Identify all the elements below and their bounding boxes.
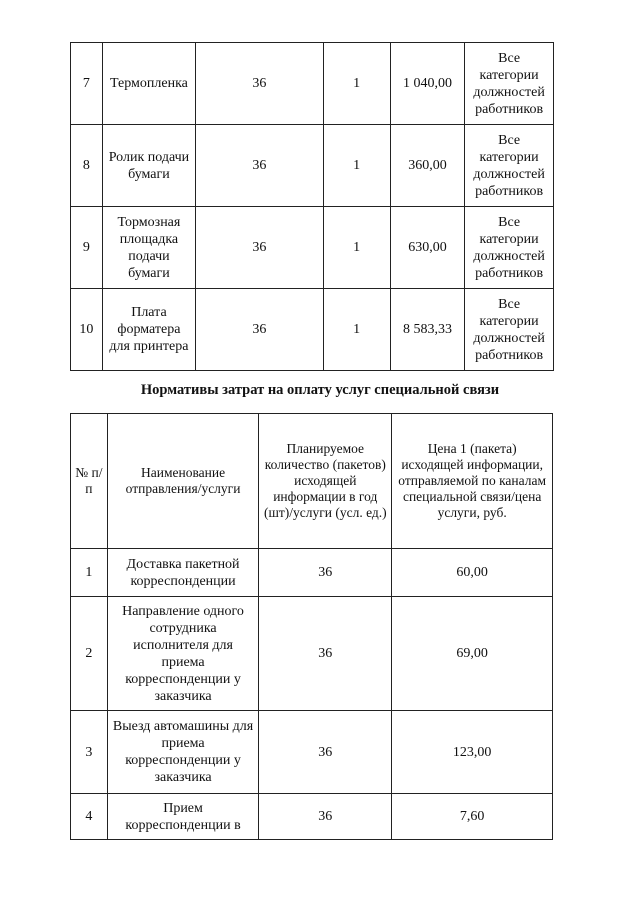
item-count: 1 bbox=[323, 43, 390, 125]
row-number: 4 bbox=[71, 794, 108, 840]
table-row bbox=[71, 794, 553, 840]
header-quantity: Планируемое количество (пакетов) исходящей информации в год (шт)/услуги (усл. ед.) bbox=[259, 414, 392, 549]
item-count: 1 bbox=[323, 289, 390, 371]
item-name: Плата форматера для принтера bbox=[102, 289, 196, 371]
header-price: Цена 1 (пакета) исходящей информации, отправляемой по каналам специальной связи/цена услуги, руб. bbox=[392, 414, 553, 549]
service-price: 69,00 bbox=[392, 597, 553, 711]
special-communication-table bbox=[70, 413, 553, 840]
row-number: 9 bbox=[71, 207, 103, 289]
item-count: 1 bbox=[323, 207, 390, 289]
item-category: Все категории должностей работников bbox=[465, 289, 554, 371]
item-price: 630,00 bbox=[390, 207, 464, 289]
item-name: Термопленка bbox=[102, 43, 196, 125]
service-quantity: 36 bbox=[259, 597, 392, 711]
item-category: Все категории должностей работников bbox=[465, 207, 554, 289]
service-quantity: 36 bbox=[259, 549, 392, 597]
service-price: 123,00 bbox=[392, 711, 553, 794]
item-category: Все категории должностей работников bbox=[465, 125, 554, 207]
table-header-row bbox=[71, 414, 553, 549]
service-price: 7,60 bbox=[392, 794, 553, 840]
row-number: 8 bbox=[71, 125, 103, 207]
service-name: Выезд автомашины для приема корреспонденции у заказчика bbox=[107, 711, 258, 794]
table-row bbox=[71, 125, 554, 207]
service-name: Доставка пакетной корреспонденции bbox=[107, 549, 258, 597]
row-number: 3 bbox=[71, 711, 108, 794]
item-price: 360,00 bbox=[390, 125, 464, 207]
item-quantity: 36 bbox=[196, 43, 323, 125]
table-row bbox=[71, 711, 553, 794]
item-price: 8 583,33 bbox=[390, 289, 464, 371]
table-row bbox=[71, 43, 554, 125]
table-row bbox=[71, 207, 554, 289]
table-row bbox=[71, 597, 553, 711]
row-number: 10 bbox=[71, 289, 103, 371]
item-quantity: 36 bbox=[196, 289, 323, 371]
item-name: Тормозная площадка подачи бумаги bbox=[102, 207, 196, 289]
header-name: Наименование отправления/услуги bbox=[107, 414, 258, 549]
service-name: Направление одного сотрудника исполнителя для приема корреспонденции у заказчика bbox=[107, 597, 258, 711]
section-title: Нормативы затрат на оплату услуг специальной связи bbox=[140, 382, 500, 398]
item-count: 1 bbox=[323, 125, 390, 207]
row-number: 1 bbox=[71, 549, 108, 597]
table-row bbox=[71, 289, 554, 371]
service-name: Прием корреспонденции в bbox=[107, 794, 258, 840]
item-price: 1 040,00 bbox=[390, 43, 464, 125]
table-row bbox=[71, 549, 553, 597]
item-quantity: 36 bbox=[196, 125, 323, 207]
row-number: 7 bbox=[71, 43, 103, 125]
row-number: 2 bbox=[71, 597, 108, 711]
supplies-table bbox=[70, 42, 554, 371]
service-price: 60,00 bbox=[392, 549, 553, 597]
item-quantity: 36 bbox=[196, 207, 323, 289]
service-quantity: 36 bbox=[259, 794, 392, 840]
header-number: № п/п bbox=[71, 414, 108, 549]
item-category: Все категории должностей работников bbox=[465, 43, 554, 125]
service-quantity: 36 bbox=[259, 711, 392, 794]
item-name: Ролик подачи бумаги bbox=[102, 125, 196, 207]
